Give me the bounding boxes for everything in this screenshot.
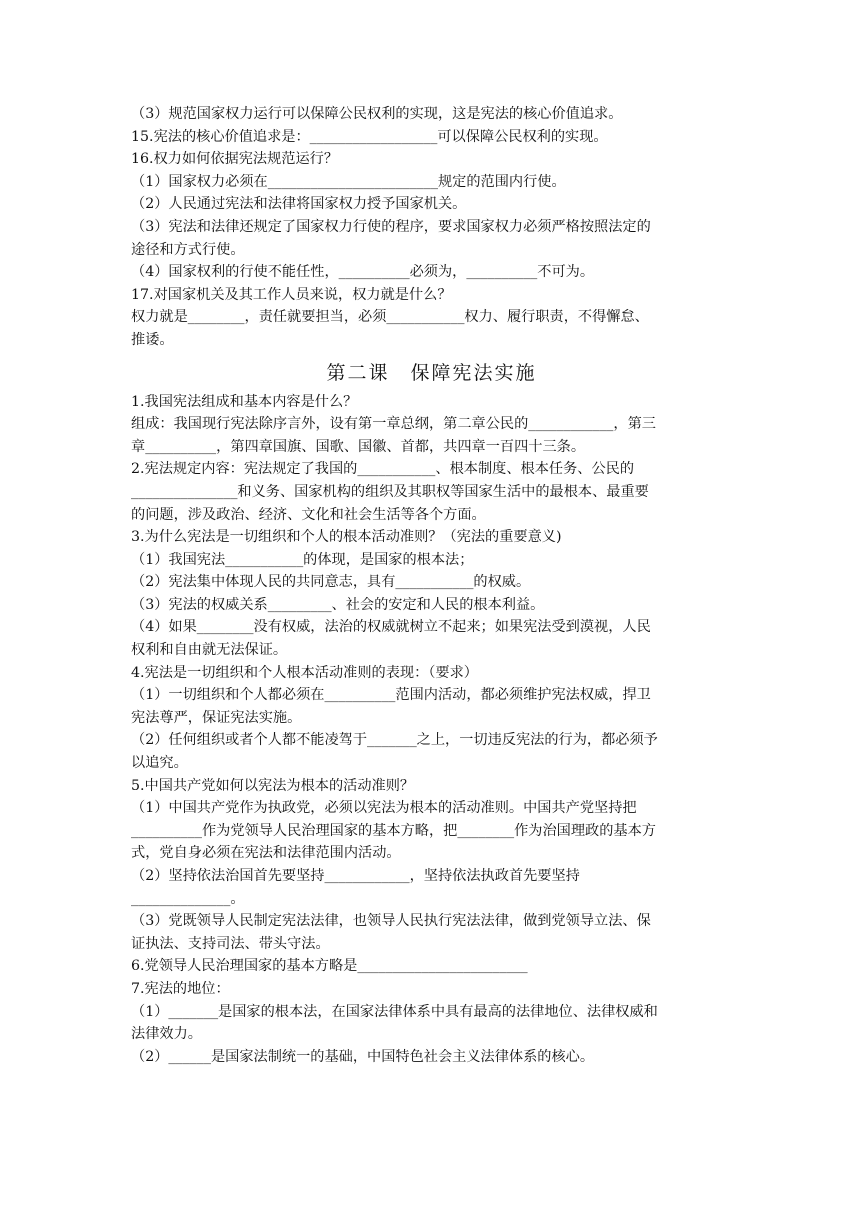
text-line: 途径和方式行使。 [131,241,245,258]
text-line: （2）______是国家法制统一的基础，中国特色社会主义法律体系的核心。 [131,1048,595,1065]
text-line: （1）中国共产党作为执政党，必须以宪法为根本的活动准则。中国共产党坚持把 [131,800,637,817]
text-line: （3）党既领导人民制定宪法法律，也领导人民执行宪法法律，做到党领导立法、保 [131,913,651,930]
text-line: （1）国家权力必须在________________________规定的范围内行使。 [131,173,566,190]
text-line: 组成：我国现行宪法除序言外，设有第一章总纲，第二章公民的____________，第三 [131,416,656,433]
question-17: 17.对国家机关及其工作人员来说，权力就是什么？ [131,286,452,303]
question-15: 15.宪法的核心价值追求是：__________________可以保障公民权利的实现。 [131,128,608,145]
text-line: （1）_______是国家的根本法，在国家法律体系中具有最高的法律地位、法律权威和 [131,1003,658,1020]
text-line: （2）任何组织或者个人都不能凌驾于_______之上，一切违反宪法的行为，都必须予 [131,732,658,749]
text-line: （2）人民通过宪法和法律将国家权力授予国家机关。 [131,196,467,213]
question-7: 7.宪法的地位： [131,980,230,997]
text-line: 宪法尊严，保证宪法实施。 [131,709,302,726]
question-6: 6.党领导人民治理国家的基本方略是________________________ [131,958,528,975]
text-line: （1）我国宪法___________的体现，是国家的根本法； [131,551,474,568]
question-16: 16.权力如何依据宪法规范运行？ [131,151,339,168]
text-line: （3）规范国家权力运行可以保障公民权利的实现，这是宪法的核心价值追求。 [131,106,623,122]
text-line: ______________。 [131,890,245,907]
bottom-section [131,391,732,1069]
top-section [131,103,732,352]
text-line: （4）国家权利的行使不能任性，__________必须为，__________不可为。 [131,264,595,281]
text-line: 证执法、支持司法、带头守法。 [131,935,330,952]
question-1: 1.我国宪法组成和基本内容是什么？ [131,393,358,410]
text-line: （2）宪法集中体现人民的共同意志，具有___________的权威。 [131,574,531,591]
text-line: （3）宪法和法律还规定了国家权力行使的程序，要求国家权力必须严格按照法定的 [131,218,651,235]
text-line: （3）宪法的权威关系_________、社会的安定和人民的根本利益。 [131,596,545,613]
text-line: __________作为党领导人民治理国家的基本方略，把________作为治国理政的基本方 [131,822,656,839]
text-line: 法律效力。 [131,1026,202,1043]
text-line: 以追究。 [131,755,188,772]
question-4: 4.宪法是一切组织和个人根本活动准则的表现：（要求） [131,664,478,681]
text-line: （2）坚持依法治国首先要坚持____________，坚持依法执政首先要坚持 [131,868,580,884]
text-line: （4）如果________没有权威，法治的权威就树立不起来；如果宪法受到漠视，人民 [131,619,651,636]
question-5: 5.中国共产党如何以宪法为根本的活动准则？ [131,777,415,794]
text-line: 权利和自由就无法保证。 [131,642,288,659]
text-line: （1）一切组织和个人都必须在__________范围内活动，都必须维护宪法权威，捍卫 [131,687,651,704]
text-line: _______________和义务、国家机构的组织及其职权等国家生活中的最根本、最重要 [131,483,649,500]
text-line: 式，党自身必须在宪法和法律范围内活动。 [131,845,401,862]
question-3: 3.为什么宪法是一切组织和个人的根本活动准则？（宪法的重要意义) [131,529,562,546]
text-line: 章__________，第四章国旗、国歌、国徽、首都，共四章一百四十三条。 [131,438,586,455]
text-line: 权力就是________，责任就要担当，必须___________权力、履行职责，不得懈怠、 [131,309,649,326]
question-2: 2.宪法规定内容：宪法规定了我国的___________、根本制度、根本任务、公民的 [131,461,635,478]
text-line: 的问题，涉及政治、经济、文化和社会生活等各个方面。 [131,506,486,523]
lesson-title: 第二课 保障宪法实施 [326,361,537,384]
text-line: 推诿。 [131,331,174,348]
